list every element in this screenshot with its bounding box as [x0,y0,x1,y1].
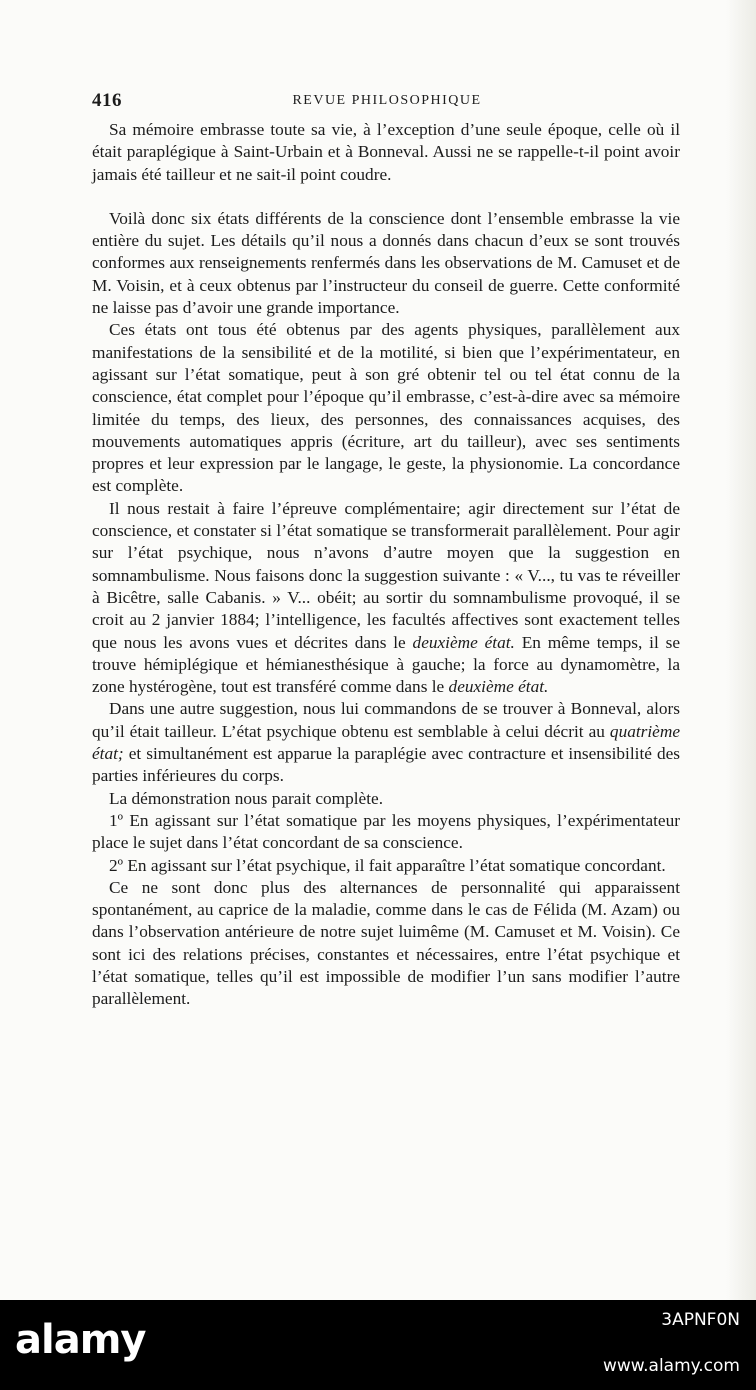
p4-text-a: Il nous restait à faire l’épreuve complémentaire; agir directement sur l’état de conscience, et constater si l’état somatique se transformerait parallèlement. Pour agir sur l’état psychique, nous n’avons d’autre moyen que la suggestion en somnambulisme. Nous faisons donc la suggestion suivante : « V..., tu vas te réveiller à Bicêtre, salle Cabanis. » V... obéit; au sortir du somnambulisme provoqué, il se croit au 2 janvier 1884; l’intelligence, les facultés affectives sont exactement telles que nous les avons vues et décrites dans le [92,498,680,652]
body-text [92,119,680,1011]
p5-text-a: Dans une autre suggestion, nous lui commandons de se trouver à Bonneval, alors qu’il était tailleur. L’état psychique obtenu est semblable à celui décrit au [92,699,680,741]
p4-italic-a: deuxième état. [412,632,515,652]
image-id: 3APNF0N [661,1310,740,1330]
journal-title: REVUE PHILOSOPHIQUE [292,93,482,108]
paragraph-5 [92,698,680,787]
p5-text-b: et simultanément est apparue la paraplégie avec contracture et insensibilité des parties inférieures du corps. [92,744,680,786]
page-edge-shadow [726,0,756,1300]
paragraph-3: Ces états ont tous été obtenus par des agents physiques, parallèlement aux manifestations de la sensibilité et de la motilité, si bien que l’expérimentateur, en agissant sur l’état somatique, peut à son gré obtenir tel ou tel état connu de la conscience, état complet pour l’époque qu’il embrasse, c’est-à-dire avec sa mémoire limitée du temps, des lieux, des personnes, des connaissances acquises, des mouvements automatiques appris (écriture, art du tailleur), avec ses sentiments propres et leur expression par le langage, le geste, la physionomie. La concordance est complète. [92,320,680,496]
paragraph-4 [92,498,680,699]
watermark-bar [0,1300,756,1390]
p4-text-b: En même temps, il se trouve hémiplégique et hémianesthésique à gauche; la force au dynamomètre, la zone hystérogène, tout est transféré comme dans le [92,632,680,697]
paragraph-1: Sa mémoire embrasse toute sa vie, à l’exception d’une seule époque, celle où il était paraplégique à Saint-Urbain et à Bonneval. Aussi ne se rappelle-t-il point avoir jamais été tailleur et ne sait-il point coudre. [92,120,680,184]
paragraph-8: 2º En agissant sur l’état psychique, il fait apparaître l’état somatique concordant. [109,855,666,875]
site-url: www.alamy.com [602,1356,740,1376]
paragraph-6: La démonstration nous parait complète. [109,788,384,808]
p4-italic-b: deuxième état. [448,677,549,697]
paragraph-9: Ce ne sont donc plus des alternances de personnalité qui apparaissent spontanément, au caprice de la maladie, comme dans le cas de Félida (M. Azam) ou dans l’observation antérieure de notre sujet luimême (M. Camuset et M. Voisin). Ce sont ici des relations précises, constantes et nécessaires, entre l’état psychique et l’état somatique, telles qu’il est impossible de modifier l’un sans modifier l’autre parallèlement. [92,877,680,1009]
p5-italic: quatrième état; [92,721,680,764]
alamy-logo: alamy [15,1317,146,1363]
paragraph-7: 1º En agissant sur l’état somatique par les moyens physiques, l’expérimentateur place le sujet dans l’état concordant de sa conscience. [92,810,680,853]
running-head [92,90,682,114]
paragraph-2: Voilà donc six états différents de la conscience dont l’ensemble embrasse la vie entière du sujet. Les détails qu’il nous a donnés dans chacun d’eux se sont trouvés conformes aux renseignements renfermés dans les observations de M. Camuset et de M. Voisin, et à ceux obtenus par l’instructeur du conseil de guerre. Cette conformité ne laisse pas d’avoir une grande importance. [92,208,680,318]
page-number: 416 [92,90,122,111]
